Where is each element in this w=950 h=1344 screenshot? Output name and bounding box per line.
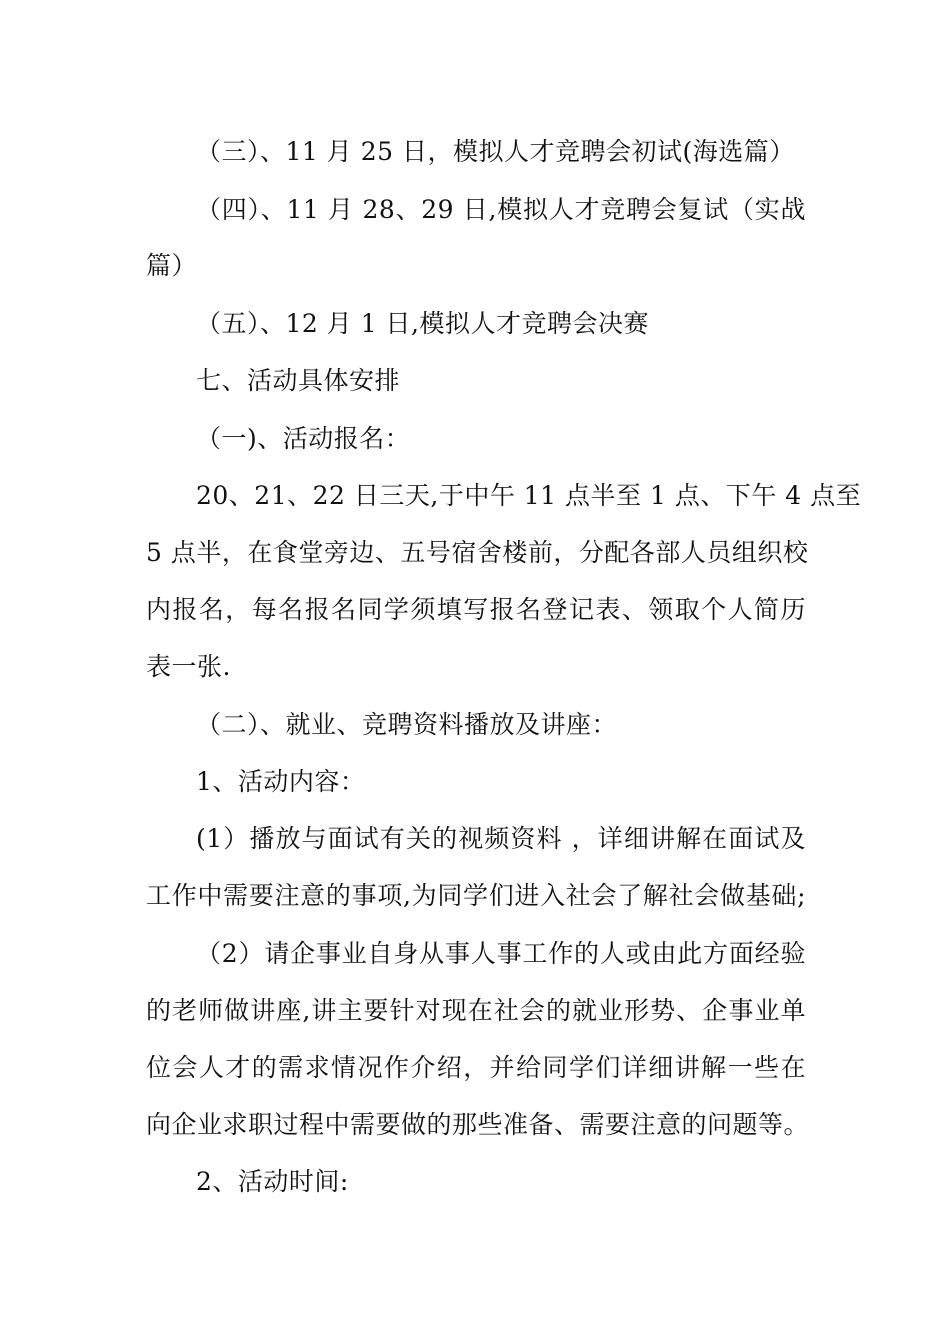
item-heading-content: 1、活动内容： [196,767,366,796]
paragraph-schedule-5: （五）、12 月 1 日,模拟人才竞聘会决赛 [196,309,650,338]
paragraph-schedule-4-cont: 篇） [146,251,198,280]
subsection-heading-registration: （一)、活动报名： [196,424,411,453]
paragraph-content-2-line2: 的老师做讲座,讲主要针对现在社会的就业形势、企事业单 [146,996,806,1025]
paragraph-content-2-line4: 向企业求职过程中需要做的那些准备、需要注意的问题等。 [146,1110,810,1139]
paragraph-content-2-line3: 位会人才的需求情况作介绍，并给同学们详细讲解一些在 [146,1053,806,1082]
paragraph-registration-line3: 内报名，每名报名同学须填写报名登记表、领取个人简历 [146,595,806,624]
paragraph-content-1-line1: (1）播放与面试有关的视频资料 ，详细讲解在面试及 [196,824,806,853]
section-heading-7: 七、活动具体安排 [196,366,401,395]
paragraph-schedule-3: （三）、11 月 25 日，模拟人才竞聘会初试(海选篇） [196,137,795,166]
paragraph-registration-line1: 20、21、22 日三天,于中午 11 点半至 1 点、下午 4 点至 [196,481,862,510]
paragraph-content-2-line1: （2）请企事业自身从事人事工作的人或由此方面经验 [196,939,806,968]
paragraph-schedule-4: （四）、11 月 28、29 日,模拟人才竞聘会复试（实战 [196,195,806,224]
paragraph-registration-line4: 表一张. [146,652,231,681]
item-heading-time: 2、活动时间: [196,1167,349,1196]
paragraph-content-1-line2: 工作中需要注意的事项,为同学们进入社会了解社会做基础; [146,881,806,910]
paragraph-registration-line2: 5 点半，在食堂旁边、五号宿舍楼前，分配各部人员组织校 [146,538,809,567]
subsection-heading-lectures: （二）、就业、竞聘资料播放及讲座： [196,710,618,739]
